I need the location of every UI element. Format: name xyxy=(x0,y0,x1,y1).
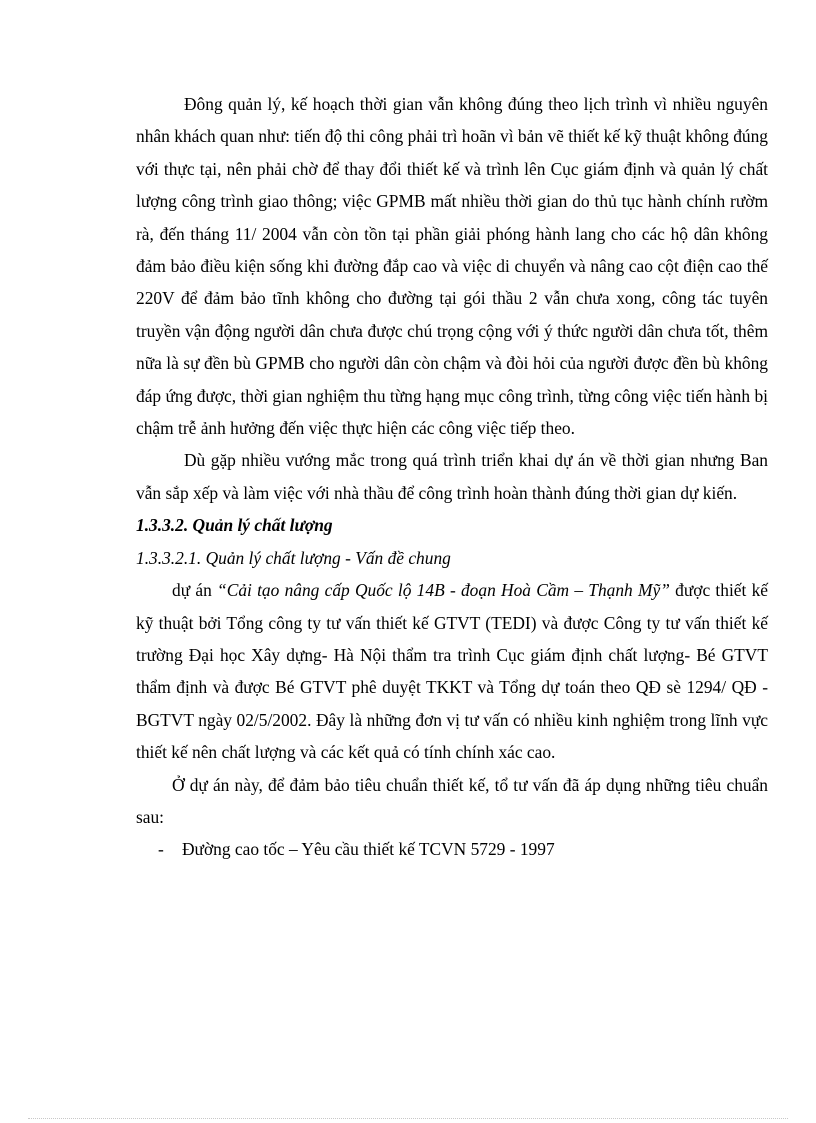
bullet-dash: - xyxy=(158,839,164,860)
list-item xyxy=(136,833,768,865)
paragraph-project-design xyxy=(136,574,768,768)
section-heading-quality: 1.3.3.2. Quản lý chất lượng xyxy=(136,515,333,536)
footer-divider xyxy=(28,1118,788,1119)
paragraph-standards-intro: Ở dự án này, để đảm bảo tiêu chuẩn thiết kế, tổ tư vấn đã áp dụng những tiêu chuẩn sau: xyxy=(136,774,768,827)
subsection-heading-quality-general: 1.3.3.2.1. Quản lý chất lượng - Vấn đề chung xyxy=(136,547,451,568)
paragraph-project-design-rest: được thiết kế kỹ thuật bởi Tổng công ty tư vấn thiết kế GTVT (TEDI) và được Công ty tư vấn thiết kế trường Đại học Xây dựng- Hà Nội thẩm tra trình Cục giám định chất lượng- Bé GTVT thẩm định và được Bé GTVT phê duyệt TKKT và Tổng dự toán theo QĐ sè 1294/ QĐ - BGTVT ngày 02/5/2002. Đây là những đơn vị tư vấn có nhiều kinh nghiệm trong lĩnh vực thiết kế nên chất lượng và các kết quả có tính chính xác cao. xyxy=(136,580,768,763)
paragraph-project-design-start: dự án xyxy=(172,580,218,601)
paragraph-difficulties: Dù gặp nhiều vướng mắc trong quá trình triển khai dự án về thời gian nhưng Ban vẫn sắp xếp và làm việc với nhà thầu để công trình hoàn thành đúng thời gian dự kiến. xyxy=(136,450,768,503)
paragraph-schedule: Đông quản lý, kế hoạch thời gian vẫn không đúng theo lịch trình vì nhiều nguyên nhân khách quan như: tiến độ thi công phải trì hoãn vì bản vẽ thiết kế kỹ thuật không đúng với thực tại, nên phải chờ để thay đổi thiết kế và trình lên Cục giám định và quản lý chất lượng công trình giao thông; việc GPMB mất nhiều thời gian do thủ tục hành chính rườm rà, đến tháng 11/ 2004 vẫn còn tồn tại phần giải phóng hành lang cho các hộ dân không đảm bảo điều kiện sống khi đường đắp cao và việc di chuyển và nâng cao cột điện cao thế 220V để đảm bảo tĩnh không cho đường tại gói thầu 2 vẫn chưa xong, công tác tuyên truyền vận động người dân chưa được chú trọng cộng với ý thức người dân chưa tốt, thêm nữa là sự đền bù GPMB cho người dân còn chậm và đòi hỏi của người được đền bù không đáp ứng được, thời gian nghiệm thu từng hạng mục công trình, từng công việc tiến hành bị chậm trễ ảnh hưởng đến việc thực hiện các công việc tiếp theo. xyxy=(136,94,768,439)
project-name-quote: “Cải tạo nâng cấp Quốc lộ 14B - đoạn Hoà Cầm – Thạnh Mỹ” xyxy=(217,580,670,601)
document-page xyxy=(136,88,768,866)
list-item-text: Đường cao tốc – Yêu cầu thiết kế TCVN 5729 - 1997 xyxy=(182,839,555,860)
